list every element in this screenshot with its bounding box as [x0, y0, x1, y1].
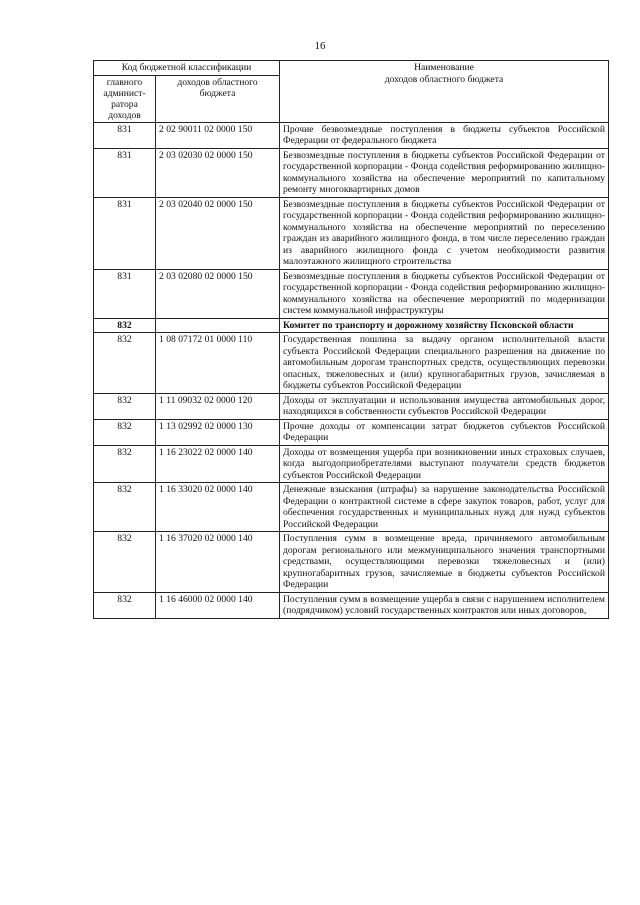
- table-row: [94, 483, 609, 532]
- income-name-cell: Денежные взыскания (штрафы) за нарушение законодательства Российской Федерации о контрактной системе в сфере закупок товаров, работ, услуг для обеспечения государственных и муниципальных нужд для нужд субъектов Российской Федерации: [280, 483, 609, 532]
- income-name-cell: Поступления сумм в возмещение ущерба в связи с нарушением исполнителем (подрядчиком) условий государственных контрактов или иных договоров,: [280, 592, 609, 618]
- income-name-cell: Прочие безвозмездные поступления в бюджеты субъектов Российской Федерации от федерального бюджета: [280, 122, 609, 148]
- admin-code-cell: 832: [94, 333, 156, 394]
- income-name-cell: Комитет по транспорту и дорожному хозяйству Псковской области: [280, 318, 609, 333]
- header-code-line: бюджета: [199, 87, 236, 99]
- admin-code-cell: 832: [94, 419, 156, 445]
- budget-classification-table: [93, 60, 609, 619]
- income-code-cell: [156, 318, 280, 333]
- income-name-cell: Прочие доходы от компенсации затрат бюджетов субъектов Российской Федерации: [280, 419, 609, 445]
- table-row: [94, 269, 609, 318]
- table-row: [94, 197, 609, 269]
- table-row: [94, 333, 609, 394]
- income-code-cell: 1 13 02992 02 0000 130: [156, 419, 280, 445]
- admin-code-cell: 832: [94, 483, 156, 532]
- table-row: [94, 592, 609, 618]
- income-name-cell: Безвозмездные поступления в бюджеты субъектов Российской Федерации от государственной корпорации - Фонда содействия реформированию жилищно-коммунального хозяйства на обеспечение мероприятий по переселению граждан из аварийного жилищного фонда, в том числе переселению граждан из аварийного жилищного фонда с учетом необходимости развития малоэтажного жилищного строительства: [280, 197, 609, 269]
- header-name-column: [280, 61, 609, 123]
- income-code-cell: 1 11 09032 02 0000 120: [156, 393, 280, 419]
- admin-code-cell: 832: [94, 445, 156, 483]
- income-code-cell: 2 03 02080 02 0000 150: [156, 269, 280, 318]
- income-code-cell: 2 03 02030 02 0000 150: [156, 148, 280, 197]
- admin-code-cell: 831: [94, 197, 156, 269]
- income-code-cell: 1 16 33020 02 0000 140: [156, 483, 280, 532]
- income-code-cell: 1 16 37020 02 0000 140: [156, 532, 280, 593]
- income-code-cell: 2 02 90011 02 0000 150: [156, 122, 280, 148]
- admin-code-cell: 832: [94, 592, 156, 618]
- section-row: [94, 318, 609, 333]
- header-admin-line: админист-: [103, 87, 146, 99]
- table-row: [94, 148, 609, 197]
- header-name-line-1: Наименование: [414, 62, 474, 73]
- table-row: [94, 122, 609, 148]
- header-admin-column: [94, 75, 156, 122]
- admin-code-cell: 832: [94, 393, 156, 419]
- header-admin-line: ратора: [111, 98, 138, 110]
- income-code-cell: 2 03 02040 02 0000 150: [156, 197, 280, 269]
- table-row: [94, 445, 609, 483]
- income-code-cell: 1 16 46000 02 0000 140: [156, 592, 280, 618]
- page-number: 16: [314, 40, 326, 52]
- header-admin-line: главного: [106, 76, 143, 88]
- income-name-cell: Доходы от эксплуатации и использования имущества автомобильных дорог, находящихся в собственности субъектов Российской Федерации: [280, 393, 609, 419]
- income-name-cell: Безвозмездные поступления в бюджеты субъектов Российской Федерации от государственной корпорации - Фонда содействия реформированию жилищно-коммунального хозяйства на обеспечение мероприятий по модернизации систем коммунальной инфраструктуры: [280, 269, 609, 318]
- admin-code-cell: 831: [94, 122, 156, 148]
- income-name-cell: Доходы от возмещения ущерба при возникновении иных страховых случаев, когда выгодоприобретателями выступают получатели средств бюджетов субъектов Российской Федерации: [280, 445, 609, 483]
- header-admin-line: доходов: [108, 109, 141, 121]
- header-name-line-2: доходов областного бюджета: [384, 73, 504, 85]
- table-row: [94, 419, 609, 445]
- table-row: [94, 532, 609, 593]
- table-row: [94, 393, 609, 419]
- income-code-cell: 1 08 07172 01 0000 110: [156, 333, 280, 394]
- admin-code-cell: 832: [94, 318, 156, 333]
- admin-code-cell: 831: [94, 269, 156, 318]
- header-code-column: [156, 75, 280, 122]
- admin-code-cell: 832: [94, 532, 156, 593]
- header-code-line: доходов областного: [177, 76, 258, 88]
- income-code-cell: 1 16 23022 02 0000 140: [156, 445, 280, 483]
- admin-code-cell: 831: [94, 148, 156, 197]
- income-name-cell: Безвозмездные поступления в бюджеты субъектов Российской Федерации от государственной корпорации - Фонда содействия реформированию жилищно-коммунального хозяйства на обеспечение мероприятий по капитальному ремонту многоквартирных домов: [280, 148, 609, 197]
- income-name-cell: Поступления сумм в возмещение вреда, причиняемого автомобильным дорогам регионального или межмуниципального значения транспортными средствами, осуществляющими перевозки тяжеловесных и (или) крупногабаритных грузов, зачисляемые в бюджеты субъектов Российской Федерации: [280, 532, 609, 593]
- header-group-title: Код бюджетной классификации: [94, 61, 280, 76]
- income-name-cell: Государственная пошлина за выдачу органом исполнительной власти субъекта Российской Федерации специального разрешения на движение по автомобильным дорогам транспортных средств, осуществляющих перевозки опасных, тяжеловесных и (или) крупногабаритных грузов, зачисляемая в бюджеты субъектов Российской Федерации: [280, 333, 609, 394]
